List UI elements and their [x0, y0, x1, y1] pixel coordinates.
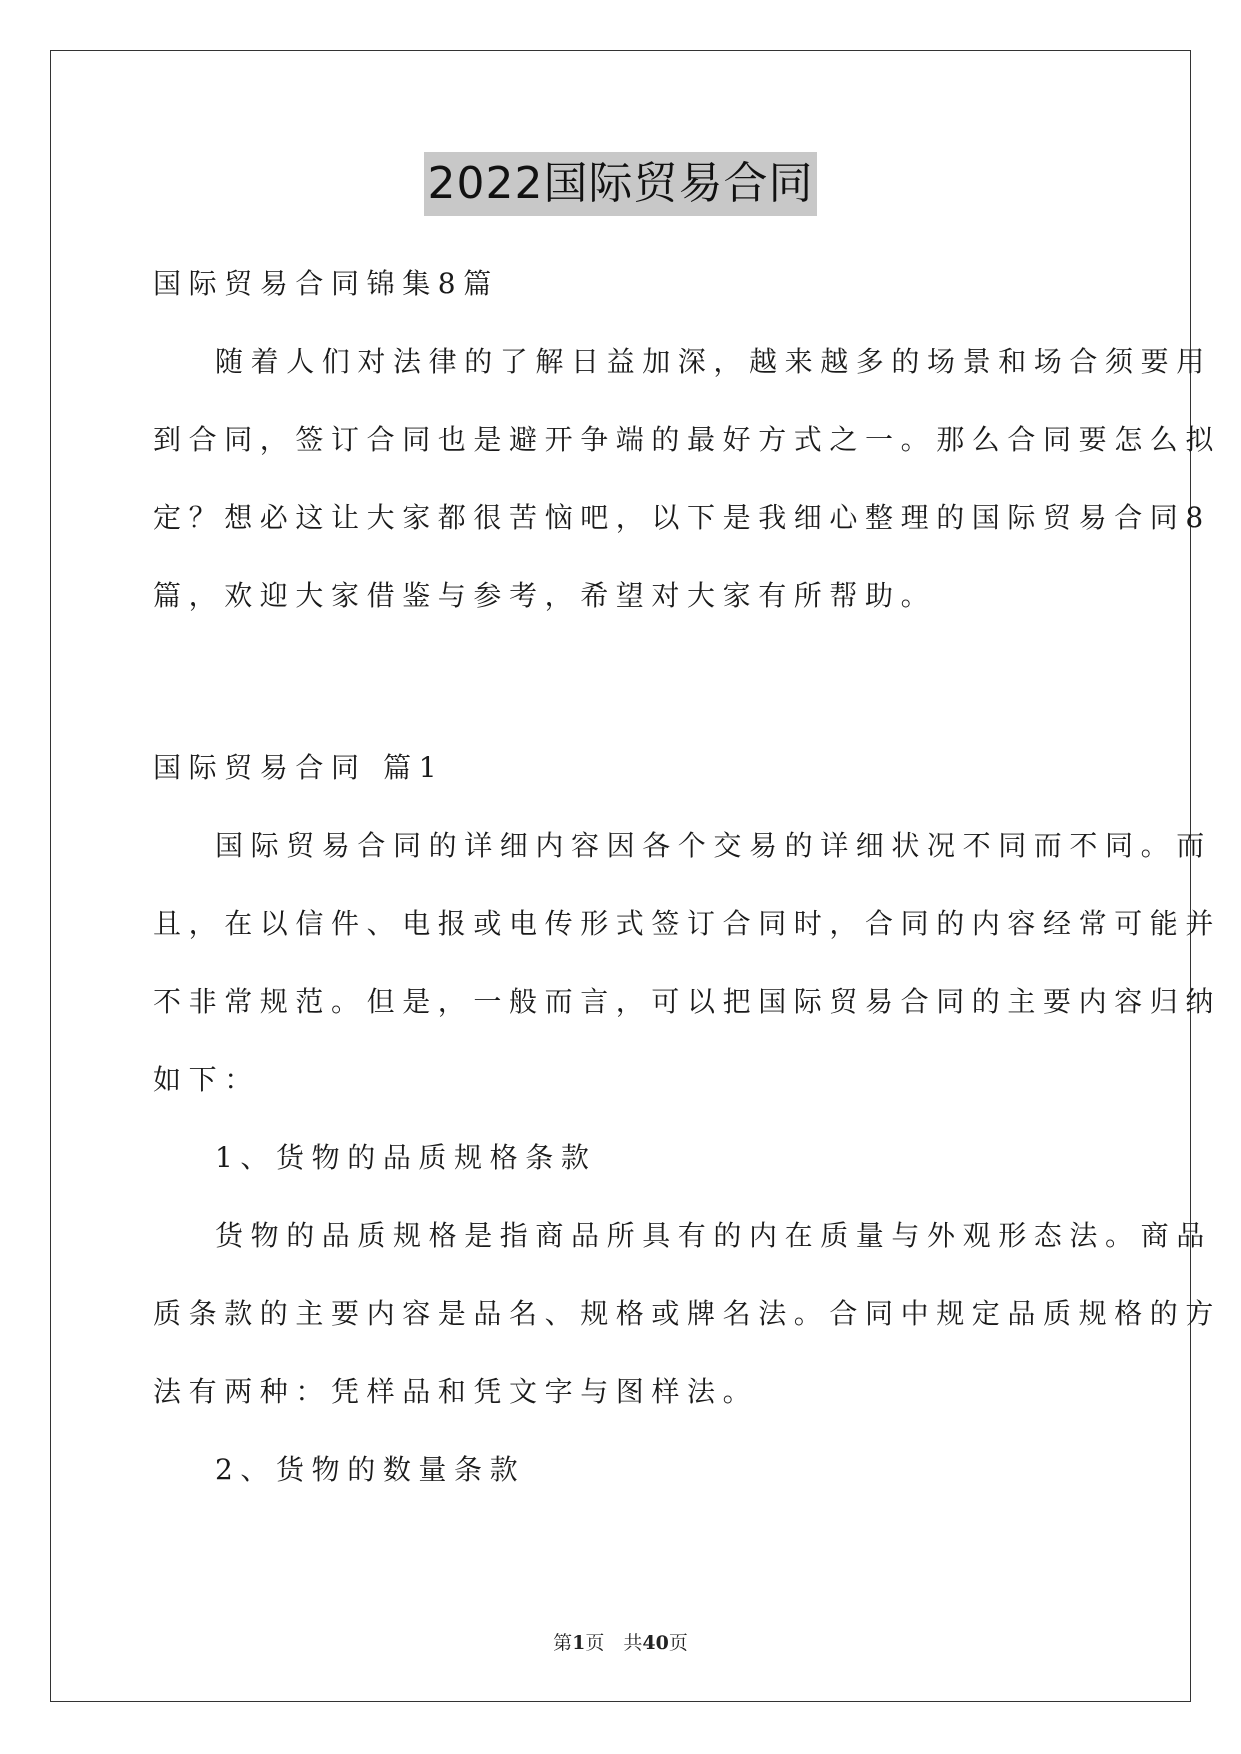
intro-line-2: 到合同，签订合同也是避开争端的最好方式之一。那么合同要怎么拟 [153, 423, 1222, 456]
intro-line-1: 随着人们对法律的了解日益加深，越来越多的场景和场合须要用 [215, 345, 1212, 378]
footer-mid: 页 共 [585, 1632, 643, 1654]
total-page-number: 40 [642, 1632, 669, 1654]
body-line-3: 不非常规范。但是，一般而言，可以把国际贸易合同的主要内容归纳 [153, 985, 1222, 1018]
document-title: 2022国际贸易合同 [424, 152, 818, 216]
page-number-footer [0, 1630, 1241, 1656]
body-line-4: 如下： [153, 1063, 260, 1096]
body-line-2: 且，在以信件、电报或电传形式签订合同时，合同的内容经常可能并 [153, 907, 1222, 940]
clause-1-line-2: 质条款的主要内容是品名、规格或牌名法。合同中规定品质规格的方 [153, 1297, 1222, 1330]
intro-line-3: 定？想必这让大家都很苦恼吧，以下是我细心整理的国际贸易合同8 [153, 501, 1211, 534]
clause-1-line-3: 法有两种：凭样品和凭文字与图样法。 [153, 1375, 759, 1408]
intro-line-4: 篇，欢迎大家借鉴与参考，希望对大家有所帮助。 [153, 579, 937, 612]
clause-2-heading: 2、货物的数量条款 [215, 1453, 526, 1486]
footer-suffix: 页 [668, 1632, 688, 1654]
title-container [0, 152, 1241, 216]
collection-heading: 国际贸易合同锦集8篇 [153, 267, 499, 300]
footer-prefix: 第 [553, 1632, 573, 1654]
section-heading: 国际贸易合同 篇1 [153, 751, 445, 784]
clause-1-line-1: 货物的品质规格是指商品所具有的内在质量与外观形态法。商品 [215, 1219, 1212, 1252]
current-page-number: 1 [572, 1632, 586, 1654]
body-line-1: 国际贸易合同的详细内容因各个交易的详细状况不同而不同。而 [215, 829, 1212, 862]
clause-1-heading: 1、货物的品质规格条款 [215, 1141, 597, 1174]
